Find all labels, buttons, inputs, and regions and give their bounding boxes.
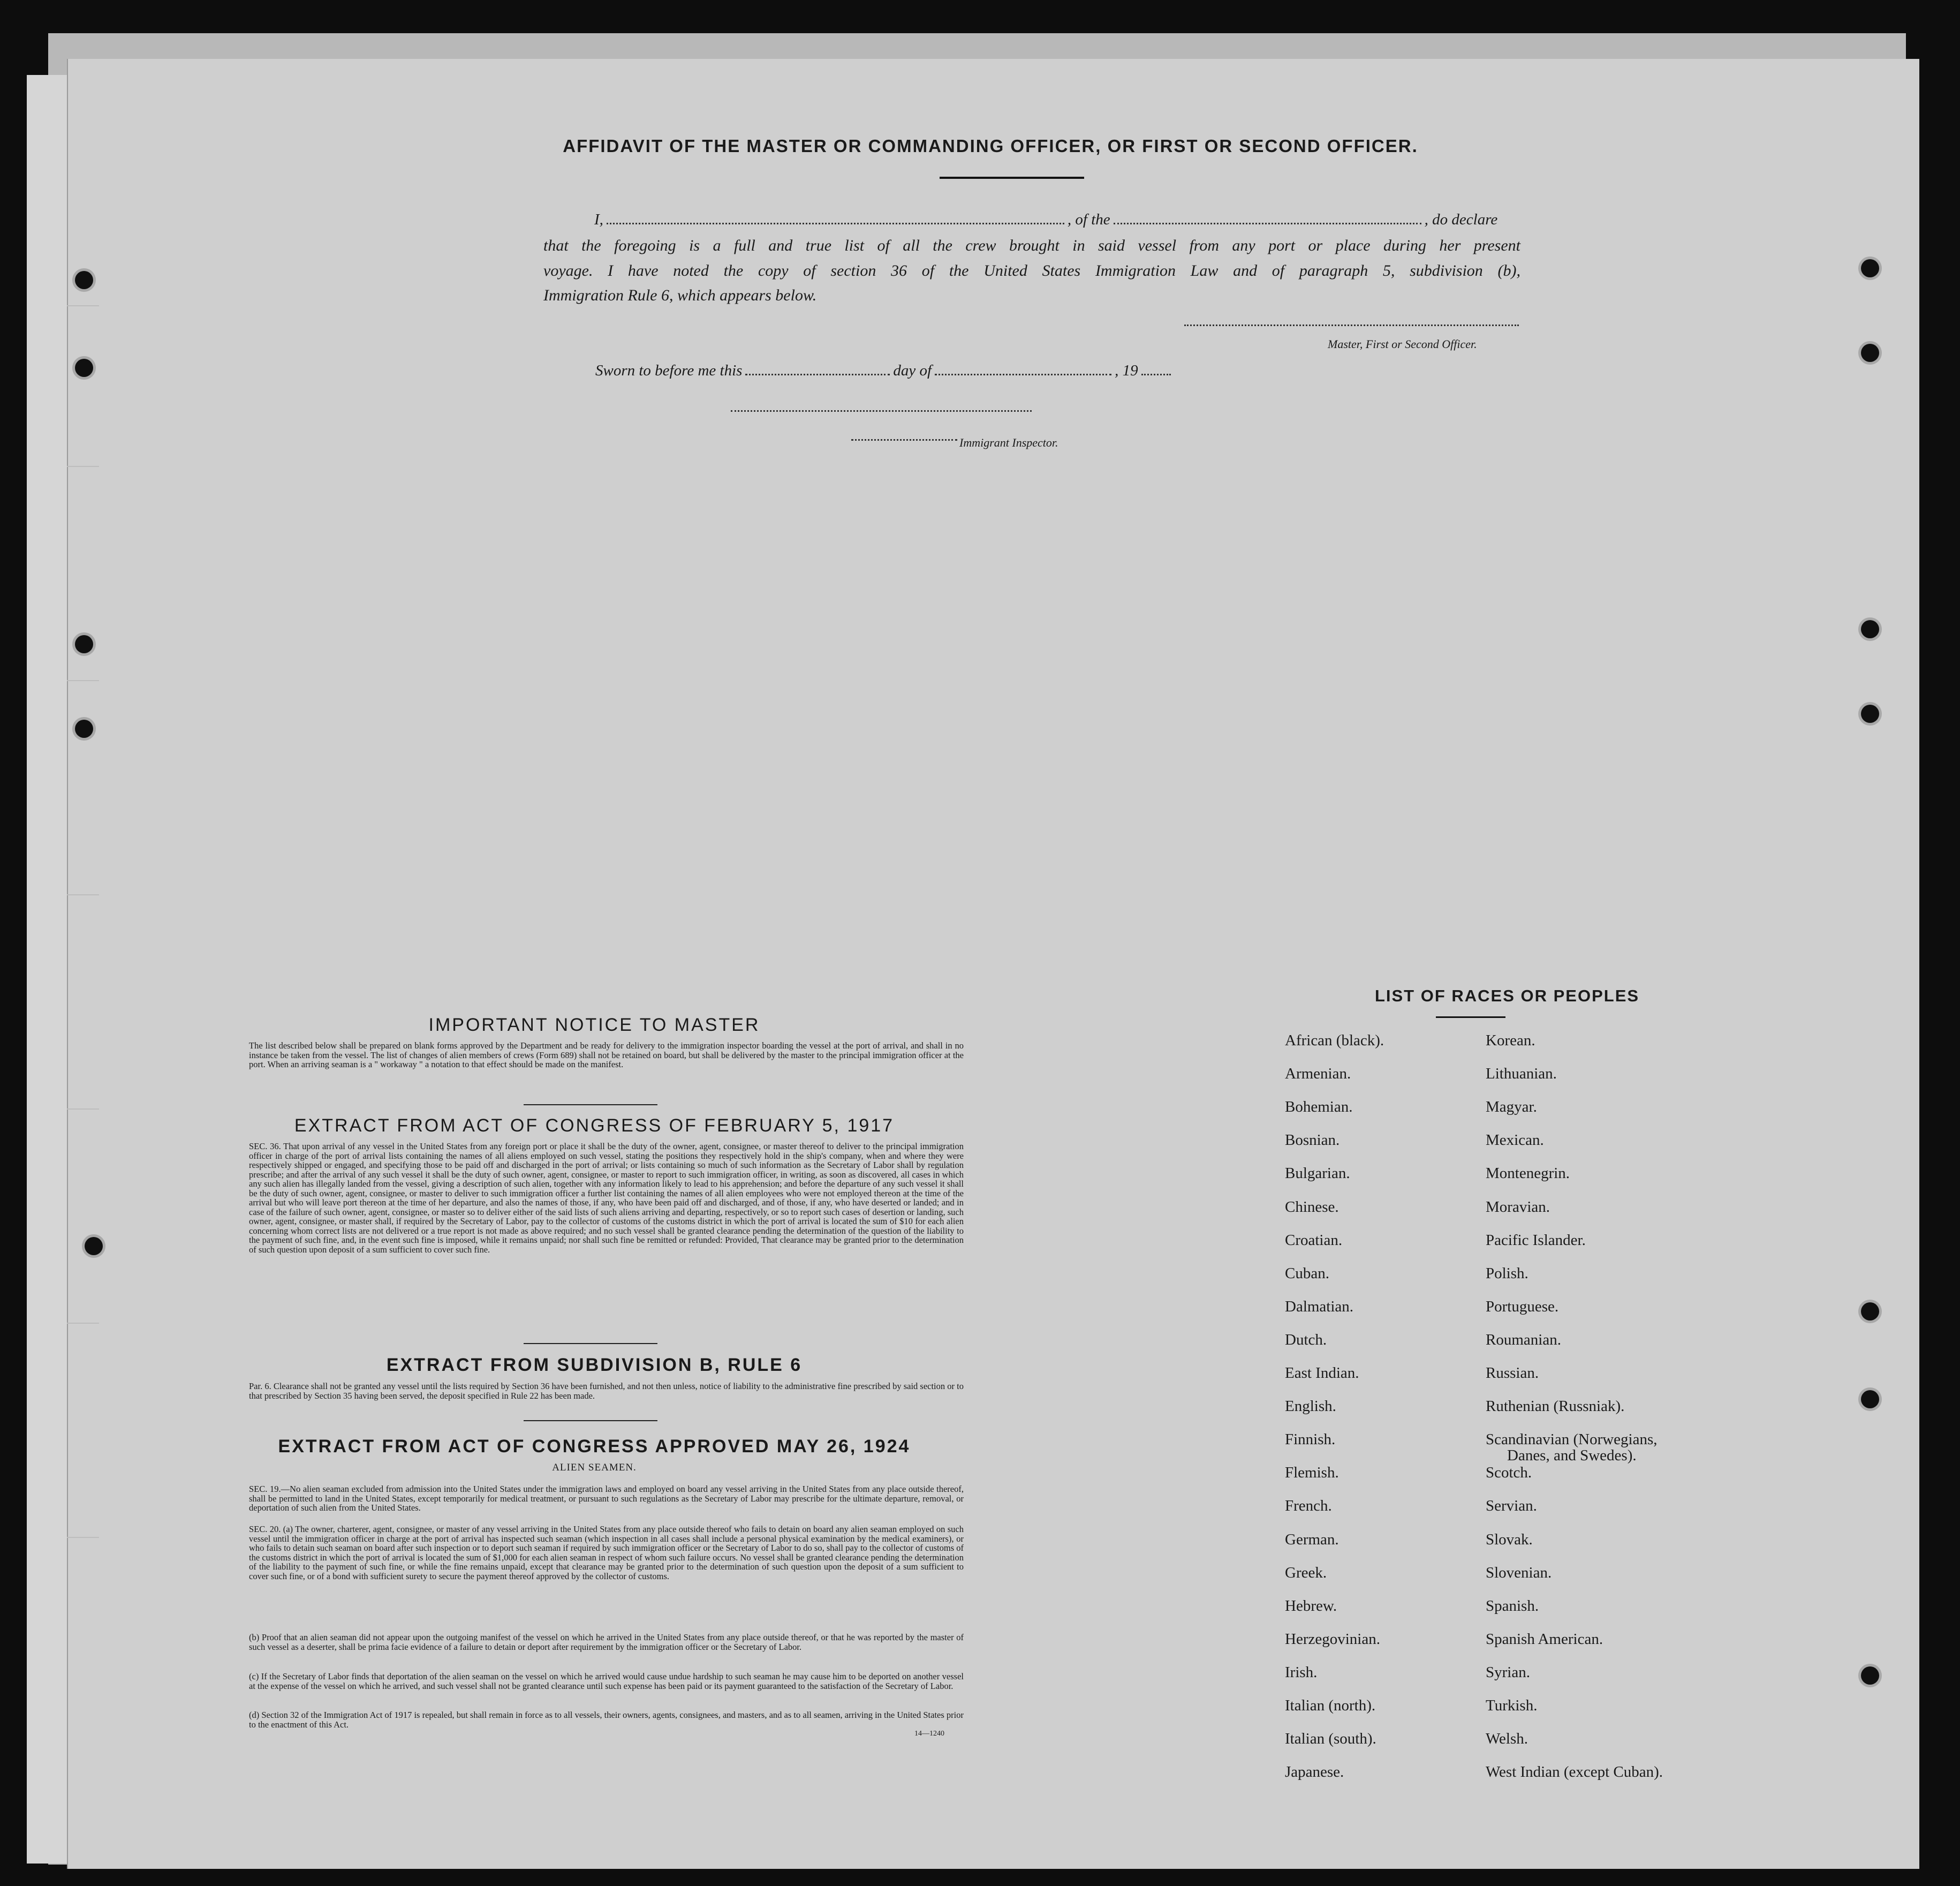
extract-1924-sec20d: (d) Section 32 of the Immigration Act of 1917 is repealed, but shall remain in force as to all vessels, their owners, agents, consignees, and masters, and as to all seamen, arriving in the United States prior to the enactment of this Act. [249, 1710, 964, 1730]
race-item: Croatian. [1285, 1231, 1343, 1249]
race-item: Servian. [1486, 1497, 1537, 1515]
document-page [67, 59, 1919, 1869]
race-item: Russian. [1486, 1364, 1539, 1382]
race-item: Spanish. [1486, 1597, 1539, 1615]
race-item: Herzegovinian. [1285, 1630, 1380, 1648]
race-item: English. [1285, 1398, 1336, 1415]
extract-1924-title: EXTRACT FROM ACT OF CONGRESS APPROVED MAY 26, 1924 [278, 1436, 911, 1457]
race-item: Japanese. [1285, 1763, 1344, 1781]
master-caption: Master, First or Second Officer. [1328, 337, 1477, 351]
race-item: Lithuanian. [1486, 1065, 1557, 1083]
sworn-day-field[interactable] [745, 361, 890, 375]
affidavit-title: AFFIDAVIT OF THE MASTER OR COMMANDING OFFICER, OR FIRST OR SECOND OFFICER. [563, 136, 1418, 156]
race-item: African (black). [1285, 1032, 1384, 1049]
sworn-year-field[interactable] [1141, 361, 1171, 375]
affidavit-paragraph-line: that the foregoing is a full and true list of all the crew brought in said vessel from any port or place during her present [543, 237, 1520, 254]
declarant-name-field[interactable] [607, 210, 1064, 224]
race-item: Armenian. [1285, 1065, 1351, 1083]
sworn-month-field[interactable] [935, 361, 1111, 375]
affidavit-declarant-line [594, 210, 1497, 229]
divider [524, 1104, 657, 1105]
sworn-prefix: Sworn to before me this [595, 362, 743, 379]
race-item: Chinese. [1285, 1198, 1339, 1216]
race-item: Polish. [1486, 1264, 1528, 1282]
sworn-day-of: day of [893, 362, 932, 379]
race-item: Bohemian. [1285, 1098, 1353, 1116]
race-item: Hebrew. [1285, 1597, 1337, 1615]
race-item: East Indian. [1285, 1364, 1359, 1382]
race-item: Bosnian. [1285, 1131, 1340, 1149]
race-item: French. [1285, 1497, 1332, 1515]
sworn-year: , 19 [1115, 362, 1138, 379]
do-declare-text: , do declare [1424, 211, 1498, 228]
title-underline [940, 177, 1084, 179]
affidavit-paragraph-line: voyage. I have noted the copy of section 36 of the United States Immigration Law and of paragraph 5, subdivision (b), [543, 262, 1520, 280]
master-signature-field[interactable] [1184, 325, 1519, 326]
bleed-through-line [67, 1537, 99, 1538]
punch-hole [1861, 620, 1879, 638]
race-item: Korean. [1486, 1032, 1535, 1049]
notice-title: IMPORTANT NOTICE TO MASTER [428, 1015, 760, 1035]
extract-1924-sec20a: SEC. 20. (a) The owner, charterer, agent, consignee, or master of any vessel arriving in the United States from any place outside thereof who fails to detain on board any alien seaman employed on such vessel until the immigration officer in charge at the port of arrival has inspected such seaman (which inspection in all cases shall include a personal physical examination by the medical examiners), or who fails to detain such seaman on board after such inspection or to deport such seaman if required by such immigration officer or the Secretary of Labor to do so, shall pay to the collector of customs of the customs district in which the port of arrival is located the sum of $1,000 for each alien seaman in respect of whom such failure occurs. No vessel shall be granted clearance pending the determination of the liability to the payment of such fine, or while the fine remains unpaid, except that clearance may be granted prior to the determination of such question upon the deposit of a sum sufficient to cover such fine, or of a bond with sufficient surety to secure the payment thereof approved by the collector of customs. [249, 1524, 964, 1581]
race-item: Roumanian. [1486, 1331, 1561, 1348]
race-item: Irish. [1285, 1663, 1318, 1681]
race-item: Scotch. [1486, 1464, 1532, 1482]
bleed-through-line [67, 680, 99, 681]
bleed-through-line [67, 1108, 99, 1110]
punch-hole [75, 720, 93, 738]
race-item: Syrian. [1486, 1663, 1530, 1681]
of-the-text: , of the [1067, 211, 1110, 228]
inspector-signature-field[interactable] [731, 410, 1032, 412]
declarant-prefix: I, [594, 211, 603, 228]
race-item: Flemish. [1285, 1464, 1339, 1482]
extract-1917-body: SEC. 36. That upon arrival of any vessel in the United States from any foreign port or place it shall be the duty of the owner, agent, consignee, or master thereof to deliver to the principal immigration officer in charge of the port of arrival lists containing the names of all aliens employed on such vessel, stating the positions they respectively hold in the ship's company, when and where they were respectively shipped or engaged, and specifying those to be paid off and discharged in the port of arrival; or lists containing so much of such information as the Secretary of Labor shall by regulation prescribe; and after the arrival of any such vessel it shall be the duty of such owner, agent, consignee, or master to report to such immigration officer, in writing, as soon as discovered, all cases in which any such alien has illegally landed from the vessel, giving a description of such alien, together with any information likely to lead to his apprehension; and before the departure of any such vessel it shall be the duty of such owner, agent, consignee, or master to deliver to such immigration officer a further list containing the names of all alien employees who were not employed thereon at the time of the arrival but who will leave port thereon at the time of her departure, and also the names of those, if any, who have been paid off and discharged, and of those, if any, who have deserted or landed; and in case of the failure of such owner, agent, consignee, or master so to deliver either of the said lists of such aliens arriving and departing, respectively, or so to report such cases of desertion or landing, such owner, agent, consignee, or master shall, if required by the Secretary of Labor, pay to the collector of customs of the customs district in which the port of arrival is located the sum of $10 for each alien concerning whom correct lists are not delivered or a true report is not made as above required; and no such vessel shall be granted clearance pending the determination of the question of the liability to the payment of such fine, and, in the event such fine is imposed, while it remains unpaid; nor shall such fine be remitted or refunded: Provided, That clearance may be granted prior to the determination of such question upon deposit of a sum sufficient to cover such fine. [249, 1141, 964, 1255]
form-number: 14—1240 [914, 1730, 944, 1738]
extract-1924-sec19: SEC. 19.—No alien seaman excluded from admission into the United States under the immigration laws and employed on board any vessel arriving in the United States from any place outside thereof, shall be permitted to land in the United States, except temporarily for medical treatment, or pursuant to such regulations as the Secretary of Labor may prescribe for the ultimate departure, removal, or deportation of such alien from the United States. [249, 1484, 964, 1513]
bleed-through-line [67, 466, 99, 467]
notice-body: The list described below shall be prepared on blank forms approved by the Department and be ready for delivery to the immigration inspector boarding the vessel at the port of arrival, and shall in no instance be taken from the vessel. The list of changes of alien members of crews (Form 689) shall not be retained on board, but shall be delivered by the master to the principal immigration officer at the port. When an arriving seaman is a " workaway " a notation to that effect should be made on the manifest. [249, 1040, 964, 1069]
race-item: Moravian. [1486, 1198, 1550, 1216]
race-item: Pacific Islander. [1486, 1231, 1586, 1249]
punch-hole [75, 271, 93, 289]
race-item: Welsh. [1486, 1730, 1528, 1748]
punch-hole [1861, 259, 1879, 277]
races-underline [1436, 1016, 1505, 1018]
alien-seamen-subtitle: ALIEN SEAMEN. [552, 1462, 637, 1473]
race-item: West Indian (except Cuban). [1486, 1763, 1663, 1781]
extract-1924-sec20b: (b) Proof that an alien seaman did not appear upon the outgoing manifest of the vessel on which he arrived in the United States from any place outside thereof, or that he was reported by the master of such vessel as a deserter, shall be prima facie evidence of a failure to detain or deport after requirement by the immigration officer or the Secretary of Labor. [249, 1632, 964, 1652]
race-item: Danes, and Swedes). [1507, 1447, 1637, 1465]
extract-1917-title: EXTRACT FROM ACT OF CONGRESS OF FEBRUARY 5, 1917 [294, 1115, 895, 1136]
race-item: Montenegrin. [1486, 1165, 1570, 1182]
race-item: Italian (south). [1285, 1730, 1376, 1748]
sworn-line [595, 361, 1174, 380]
punch-hole [1861, 1390, 1879, 1408]
race-item: Scandinavian (Norwegians, [1486, 1431, 1658, 1449]
punch-hole [1861, 705, 1879, 723]
race-item: Magyar. [1486, 1098, 1537, 1116]
race-item: Greek. [1285, 1564, 1327, 1581]
race-item: Mexican. [1486, 1131, 1544, 1149]
race-item: Portuguese. [1486, 1297, 1559, 1315]
punch-hole [1861, 344, 1879, 362]
race-item: Slovak. [1486, 1530, 1533, 1548]
divider [524, 1343, 657, 1344]
race-item: German. [1285, 1530, 1339, 1548]
inspector-caption: Immigrant Inspector. [959, 436, 1058, 449]
punch-hole [75, 635, 93, 653]
punch-hole [75, 359, 93, 377]
race-item: Spanish American. [1486, 1630, 1603, 1648]
divider [524, 1420, 657, 1421]
race-item: Slovenian. [1486, 1564, 1552, 1581]
extract-1924-sec20c: (c) If the Secretary of Labor finds that deportation of the alien seaman on the vessel on which he arrived would cause undue hardship to such seaman he may cause him to be deported on another vessel at the expense of the vessel on which he arrived, and such vessel shall not be granted clearance until such expense has been paid or its payment guaranteed to the satisfaction of the Secretary of Labor. [249, 1671, 964, 1691]
races-title: LIST OF RACES OR PEOPLES [1374, 986, 1640, 1005]
race-item: Dalmatian. [1285, 1297, 1354, 1315]
race-item: Cuban. [1285, 1264, 1329, 1282]
race-item: Italian (north). [1285, 1697, 1376, 1714]
extract-rule6-title: EXTRACT FROM SUBDIVISION B, RULE 6 [386, 1355, 803, 1375]
affidavit-paragraph-last: Immigration Rule 6, which appears below. [543, 286, 817, 304]
extract-rule6-body: Par. 6. Clearance shall not be granted any vessel until the lists required by Section 36 have been furnished, and not then unless, notice of liability to the administrative fine prescribed by said section or to that prescribed by Section 35 having been served, the deposit specified in Rule 22 has been made. [249, 1381, 964, 1401]
race-item: Dutch. [1285, 1331, 1327, 1348]
bleed-through-line [67, 894, 99, 895]
bleed-through-line [67, 1323, 99, 1324]
inspector-signature-lead [851, 439, 957, 441]
race-item: Bulgarian. [1285, 1165, 1350, 1182]
race-item: Finnish. [1285, 1431, 1336, 1449]
punch-hole [1861, 1666, 1879, 1685]
margin-line [67, 59, 68, 1869]
bleed-through-line [67, 305, 99, 306]
punch-hole [1861, 1302, 1879, 1321]
race-item: Turkish. [1486, 1697, 1538, 1714]
punch-hole [85, 1237, 103, 1255]
vessel-name-field[interactable] [1114, 210, 1421, 224]
race-item: Ruthenian (Russniak). [1486, 1398, 1625, 1415]
